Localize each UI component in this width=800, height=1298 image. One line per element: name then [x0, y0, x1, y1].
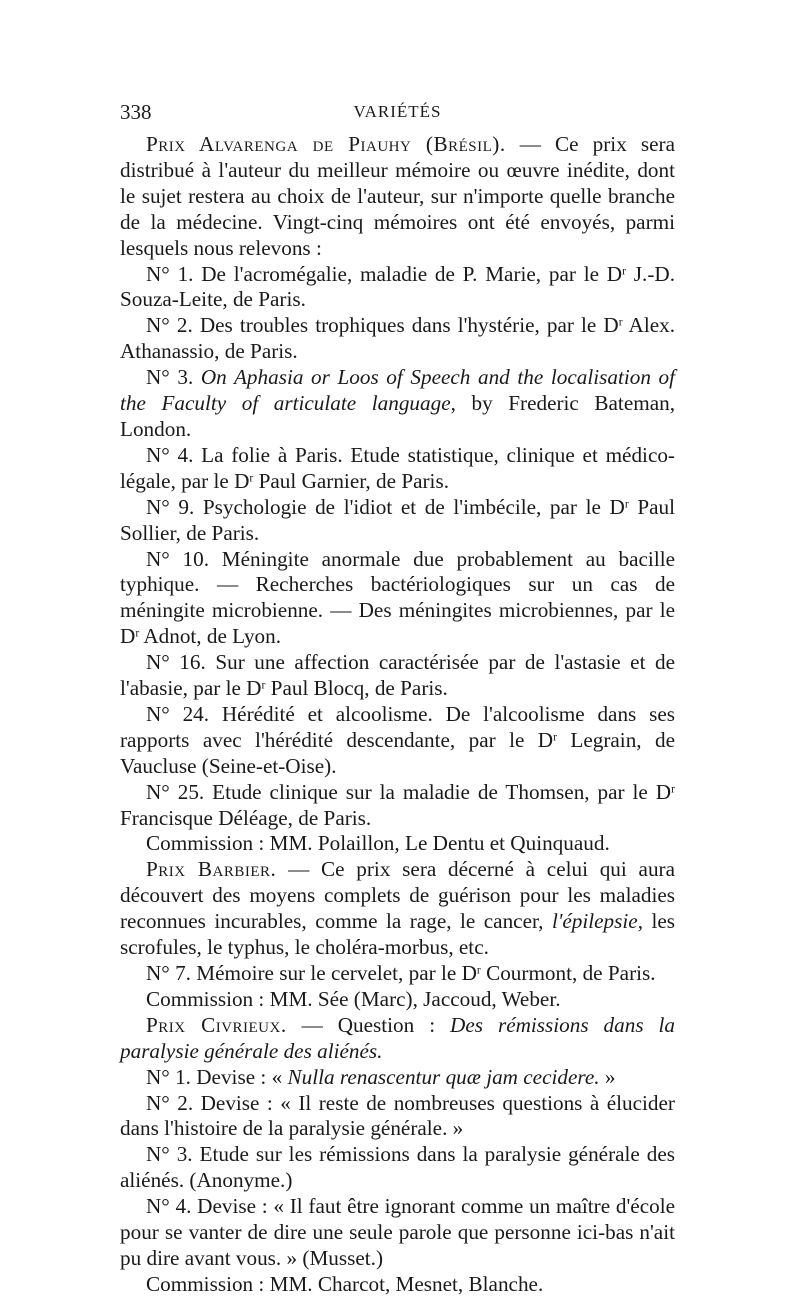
- devise-no-4: [120, 1194, 675, 1272]
- commission-barbier: [120, 987, 675, 1013]
- entry-no-24: [120, 702, 675, 780]
- entry-text: N° 25. Etude clinique sur la maladie de Thomsen, par le D: [146, 779, 672, 804]
- entry-no-7: [120, 961, 675, 987]
- prize-heading: Prix Civrieux.: [146, 1012, 287, 1037]
- entry-no-1: [120, 262, 675, 314]
- entry-tail: Adnot, de Lyon.: [139, 624, 282, 649]
- entry-sup: r: [476, 963, 481, 977]
- entry-no-9: [120, 495, 675, 547]
- commission-text: Commission : MM. Sée (Marc), Jaccoud, Weber.: [146, 986, 561, 1011]
- paragraph-prix-alvarenga: [120, 132, 675, 262]
- entry-text: N° 4. Devise : « Il faut être ignorant comme un maître d'école pour se vanter de dire une seule parole que personne ici-bas n'ait pu dire avant vous. » (Musset.): [120, 1194, 675, 1270]
- question-italic: Des rémissions dans la paralysie générale des aliénés.: [120, 1012, 675, 1063]
- running-head: VARIÉTÉS: [353, 102, 442, 121]
- entry-tail: Francisque Déléage, de Paris.: [120, 805, 372, 830]
- entry-no-3: [120, 365, 675, 443]
- entry-tail: Paul Sollier, de Paris.: [120, 494, 675, 545]
- entry-sup: r: [261, 678, 266, 692]
- entry-tail: »: [599, 1064, 616, 1089]
- entry-no-25: [120, 780, 675, 832]
- entry-no-4: [120, 443, 675, 495]
- commission-text: Commission : MM. Charcot, Mesnet, Blanche.: [146, 1271, 544, 1296]
- entry-tail: J.-D. Souza-Leite, de Paris.: [120, 261, 675, 312]
- commission-text: Commission : MM. Polaillon, Le Dentu et Quinquaud.: [146, 831, 610, 856]
- paragraph-prix-barbier: [120, 857, 675, 961]
- paragraph-text: — Ce prix sera décerné à celui qui aura découvert des moyens complets de guérison pour les maladies reconnues incurables, comme la rage, le cancer,: [120, 857, 675, 934]
- entry-tail: Alex. Athanassio, de Paris.: [120, 313, 675, 364]
- entry-sup: r: [624, 497, 629, 511]
- entry-sup: r: [553, 730, 557, 744]
- entry-sup: r: [135, 626, 140, 640]
- entry-text: N° 24. Hérédité et alcoolisme. De l'alcoolisme dans ses rapports avec l'hérédité descendante, par le D: [120, 701, 675, 752]
- book-page: [120, 100, 675, 1298]
- devise-italic: Nulla renascentur quæ jam cecidere.: [287, 1064, 600, 1089]
- entry-text: N° 7. Mémoire sur le cervelet, par le D: [146, 961, 477, 985]
- entry-text: N° 16. Sur une affection caractérisée par de l'astasie et de l'abasie, par le D: [120, 650, 675, 701]
- prize-heading: Prix Alvarenga de Piauhy (Brésil).: [146, 132, 506, 156]
- page-header: [120, 100, 675, 126]
- paragraph-prix-civrieux: [120, 1013, 675, 1065]
- entry-no-2: [120, 313, 675, 365]
- entry-text: N° 9. Psychologie de l'idiot et de l'imbécile, par le D: [146, 494, 625, 519]
- paragraph-tail: , les scrofules, le typhus, le choléra-morbus, etc.: [120, 909, 675, 960]
- entry-text: N° 3. Etude sur les rémissions dans la paralysie générale des aliénés. (Anonyme.): [120, 1142, 675, 1193]
- entry-text: N° 2. Devise : « Il reste de nombreuses questions à élucider dans l'histoire de la paralysie générale. »: [120, 1090, 675, 1141]
- entry-text: N° 1. De l'acromégalie, maladie de P. Marie, par le D: [146, 261, 623, 286]
- prize-heading: Prix Barbier.: [146, 857, 277, 882]
- entry-prefix: N° 3.: [146, 365, 201, 390]
- paragraph-text: — Question :: [286, 1012, 451, 1037]
- entry-no-10: [120, 547, 675, 651]
- entry-no-16: [120, 650, 675, 702]
- entry-text: N° 10. Méningite anormale due probablement au bacille typhique. — Recherches bactériologiques sur un cas de méningite microbienne. — Des méningites microbiennes, par le D: [120, 546, 675, 649]
- page-number: 338: [120, 100, 152, 124]
- devise-no-1: [120, 1065, 675, 1091]
- entry-sup: r: [622, 264, 626, 278]
- commission-civrieux: [120, 1272, 675, 1298]
- entry-civrieux-no-3: [120, 1142, 675, 1194]
- entry-tail: Courmont, de Paris.: [480, 961, 656, 985]
- entry-text: N° 1. Devise : «: [146, 1064, 288, 1089]
- commission-alvarenga: [120, 831, 675, 857]
- entry-sup: r: [618, 315, 623, 329]
- entry-sup: r: [671, 782, 675, 796]
- devise-no-2: [120, 1091, 675, 1143]
- entry-title-italic: On Aphasia or Loos of Speech and the localisation of the Faculty of articulate language: [120, 365, 675, 416]
- entry-tail: Legrain, de Vaucluse (Seine-et-Oise).: [120, 727, 675, 778]
- paragraph-text: — Ce prix sera distribué à l'auteur du meilleur mémoire ou œuvre inédite, dont le sujet restera au choix de l'auteur, sur n'importe quelle branche de la médecine. Vingt-cinq mémoires ont été envoyés, parmi lesquels nous relevons :: [120, 132, 675, 260]
- entry-tail: Paul Garnier, de Paris.: [253, 468, 449, 493]
- entry-tail: Paul Blocq, de Paris.: [265, 676, 448, 701]
- paragraph-italic: l'épilepsie: [551, 909, 638, 934]
- entry-tail: , by Frederic Bateman, London.: [120, 391, 675, 441]
- entry-sup: r: [249, 471, 254, 485]
- entry-text: N° 4. La folie à Paris. Etude statistique, clinique et médico-légale, par le D: [120, 442, 675, 493]
- entry-text: N° 2. Des troubles trophiques dans l'hystérie, par le D: [146, 313, 619, 338]
